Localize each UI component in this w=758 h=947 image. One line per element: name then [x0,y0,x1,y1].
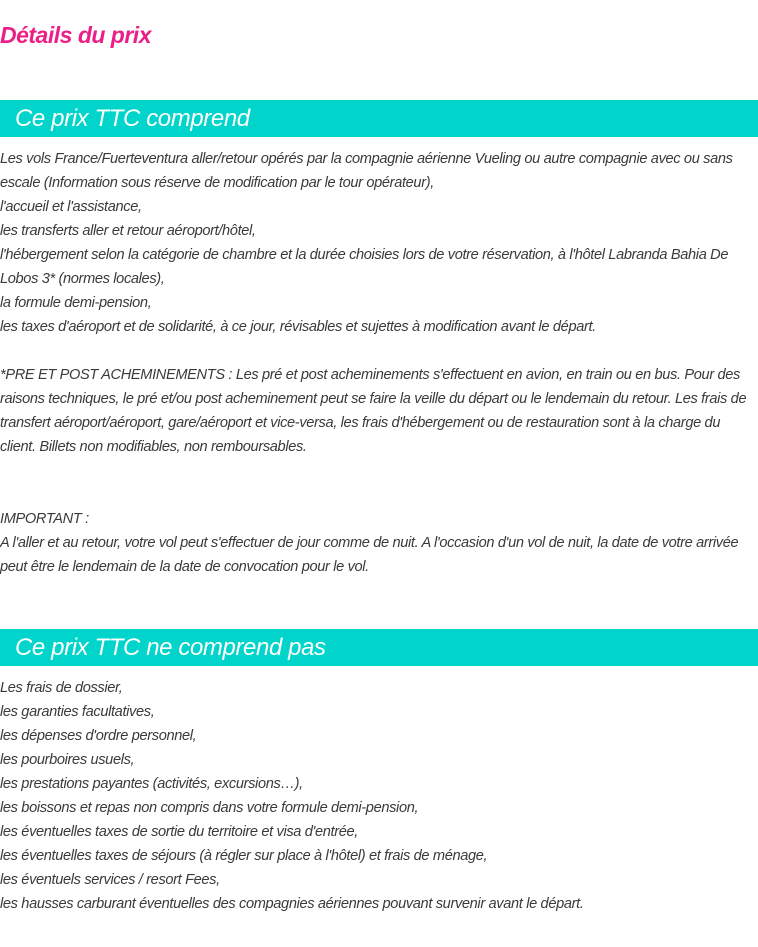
includes-item: l'accueil et l'assistance, [0,199,142,215]
excludes-item: les dépenses d'ordre personnel, [0,728,197,744]
excludes-item: les hausses carburant éventuelles des compagnies aériennes pouvant survenir avant le départ. [0,896,584,912]
excludes-item: les boissons et repas non compris dans votre formule demi-pension, [0,800,419,816]
page-title: Détails du prix [0,22,151,48]
important-label: IMPORTANT : [0,511,89,527]
excludes-item: les garanties facultatives, [0,704,155,720]
excludes-item: les pourboires usuels, [0,752,135,768]
excludes-item: les éventuelles taxes de sortie du territoire et visa d'entrée, [0,824,358,840]
excludes-item: Les frais de dossier, [0,680,123,696]
includes-item: l'hébergement selon la catégorie de chambre et la durée choisies lors de votre réservation, à l'hôtel Labranda Bahia De Lobos 3* (normes locales), [0,247,729,287]
excludes-content [0,676,758,916]
includes-section-header: Ce prix TTC comprend [0,100,758,137]
important-text: A l'aller et au retour, votre vol peut s'effectuer de jour comme de nuit. A l'occasion d'un vol de nuit, la date de votre arrivée peut être le lendemain de la date de convocation pour le vol. [0,535,739,575]
excludes-item: les prestations payantes (activités, excursions…), [0,776,303,792]
includes-item: la formule demi-pension, [0,295,152,311]
excludes-section-header: Ce prix TTC ne comprend pas [0,629,758,666]
includes-content [0,147,758,579]
excludes-item: les éventuelles taxes de séjours (à régler sur place à l'hôtel) et frais de ménage, [0,848,488,864]
includes-item: Les vols France/Fuerteventura aller/retour opérés par la compagnie aérienne Vueling ou autre compagnie avec ou sans escale (Information sous réserve de modification par le tour opérateur), [0,151,733,191]
pre-post-note: *PRE ET POST ACHEMINEMENTS : Les pré et post acheminements s'effectuent en avion, en train ou en bus. Pour des raisons techniques, le pré et/ou post acheminement peut se faire la veille du départ ou le lendemain du retour. Les frais de transfert aéroport/aéroport, gare/aéroport et vice-versa, les frais d'hébergement ou de restauration sont à la charge du client. Billets non modifiables, non remboursables. [0,367,747,455]
includes-item: les transferts aller et retour aéroport/hôtel, [0,223,256,239]
includes-item: les taxes d'aéroport et de solidarité, à ce jour, révisables et sujettes à modification avant le départ. [0,319,596,335]
excludes-item: les éventuels services / resort Fees, [0,872,220,888]
